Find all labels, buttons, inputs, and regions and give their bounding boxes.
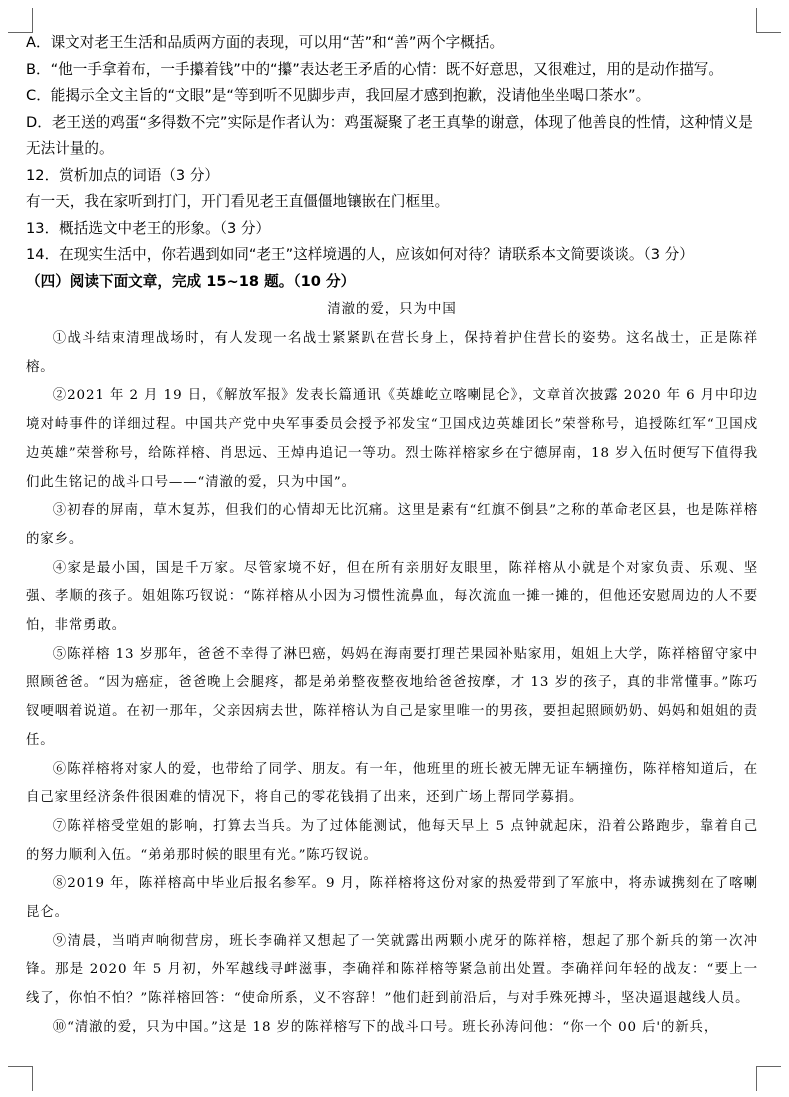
question-12: 12．赏析加点的词语（3 分） [26, 166, 220, 184]
section-heading: （四）阅读下面文章，完成 15~18 题。（10 分） [26, 272, 356, 290]
question-14: 14．在现实生活中，你若遇到如同“老王”这样境遇的人，应该如何对待？请联系本文简要谈谈。（3 分） [26, 246, 694, 263]
question-13: 13．概括选文中老王的形象。（3 分） [26, 219, 271, 237]
paragraph-1: ①战斗结束清理战场时，有人发现一名战士紧紧趴在营长身上，保持着护住营长的姿势。这名战士，正是陈祥榕。 [26, 331, 758, 375]
crop-mark-bottom-left [8, 1066, 33, 1091]
document-page [26, 30, 758, 1043]
paragraph-3: ③初春的屏南，草木复苏，但我们的心情却无比沉痛。这里是素有“红旗不倒县”之称的革命老区县，也是陈祥榕的家乡。 [26, 503, 758, 547]
paragraph-4: ④家是最小国，国是千万家。尽管家境不好，但在所有亲朋好友眼里，陈祥榕从小就是个对家负责、乐观、坚强、孝顺的孩子。姐姐陈巧钗说：“陈祥榕从小因为习惯性流鼻血，每次流血一摊一摊的，但他还安慰周边的人不要怕，非常勇敢。 [26, 560, 758, 634]
paragraph-8: ⑧2019 年，陈祥榕高中毕业后报名参军。9 月，陈祥榕将这份对家的热爱带到了军旅中，将赤诚携刻在了喀喇昆仑。 [26, 876, 758, 921]
paragraph-2: ②2021 年 2 月 19 日，《解放军报》发表长篇通讯《英雄屹立喀喇昆仑》，文章首次披露 2020 年 6 月中印边境对峙事件的详细过程。中国共产党中央军事委员会授予祁发宝“卫国戍边英雄团长”荣誉称号，追授陈红军“卫国戍边英雄”荣誉称号，给陈祥榕、肖思远、王焯冉追记一等功。烈士陈祥榕家乡在宁德屏南，18 岁入伍时便写下值得我们此生铭记的战斗口号——“清澈的爱，只为中国”。 [26, 388, 758, 490]
paragraph-6: ⑥陈祥榕将对家人的爱，也带给了同学、朋友。有一年，他班里的班长被无牌无证车辆撞伤，陈祥榕知道后，在自己家里经济条件很困难的情况下，将自己的零花钱捐了出来，还到广场上帮同学募捐。 [26, 761, 758, 806]
article-title: 清澈的爱，只为中国 [327, 302, 457, 317]
paragraph-10: ⑩“清澈的爱，只为中国。”这是 18 岁的陈祥榕写下的战斗口号。班长孙涛问他：“你一个 00 后'的新兵， [52, 1019, 719, 1035]
crop-mark-bottom-right [756, 1066, 781, 1091]
option-d: D．老王送的鸡蛋“多得数不完”实际是作者认为：鸡蛋凝聚了老王真挚的谢意，体现了他善良的性情，这种情义是无法计量的。 [26, 113, 753, 157]
question-12-sentence: 有一天，我在家听到打门，开门看见老王直僵僵地镶嵌在门框里。 [26, 193, 450, 210]
crop-mark-top-right [756, 8, 781, 33]
paragraph-7: ⑦陈祥榕受堂姐的影响，打算去当兵。为了过体能测试，他每天早上 5 点钟就起床，沿着公路跑步，靠着自己的努力顺利入伍。“弟弟那时候的眼里有光。”陈巧钗说。 [26, 818, 758, 863]
paragraph-9: ⑨清晨，当哨声响彻营房，班长李确祥又想起了一笑就露出两颗小虎牙的陈祥榕，想起了那个新兵的第一次冲锋。那是 2020 年 5 月初，外军越线寻衅滋事，李确祥和陈祥榕等紧急前出处置。李确祥问年轻的战友：“要上一线了，你怕不怕？”陈祥榕回答：“使命所系，义不容辞！”他们赶到前沿后，与对手殊死搏斗，坚决逼退越线人员。 [26, 933, 758, 1007]
option-c: C．能揭示全文主旨的“文眼”是“等到听不见脚步声，我回屋才感到抱歉，没请他坐坐喝口茶水”。 [26, 87, 651, 104]
option-b: B．“他一手拿着布，一手攥着钱”中的“攥”表达老王矛盾的心情：既不好意思，又很难过，用的是动作描写。 [26, 60, 723, 78]
option-a: A．课文对老王生活和品质两方面的表现，可以用“苦”和“善”两个字概括。 [26, 34, 505, 51]
paragraph-5: ⑤陈祥榕 13 岁那年，爸爸不幸得了淋巴癌，妈妈在海南要打理芒果园补贴家用，姐姐上大学，陈祥榕留守家中照顾爸爸。“因为癌症，爸爸晚上会腿疼，都是弟弟整夜整夜地给爸爸按摩，才 13 岁的孩子，真的非常懂事。”陈巧钗哽咽着说道。在初一那年，父亲因病去世，陈祥榕认为自己是家里唯一的男孩，要担起照顾奶奶、妈妈和姐姐的责任。 [26, 646, 758, 748]
